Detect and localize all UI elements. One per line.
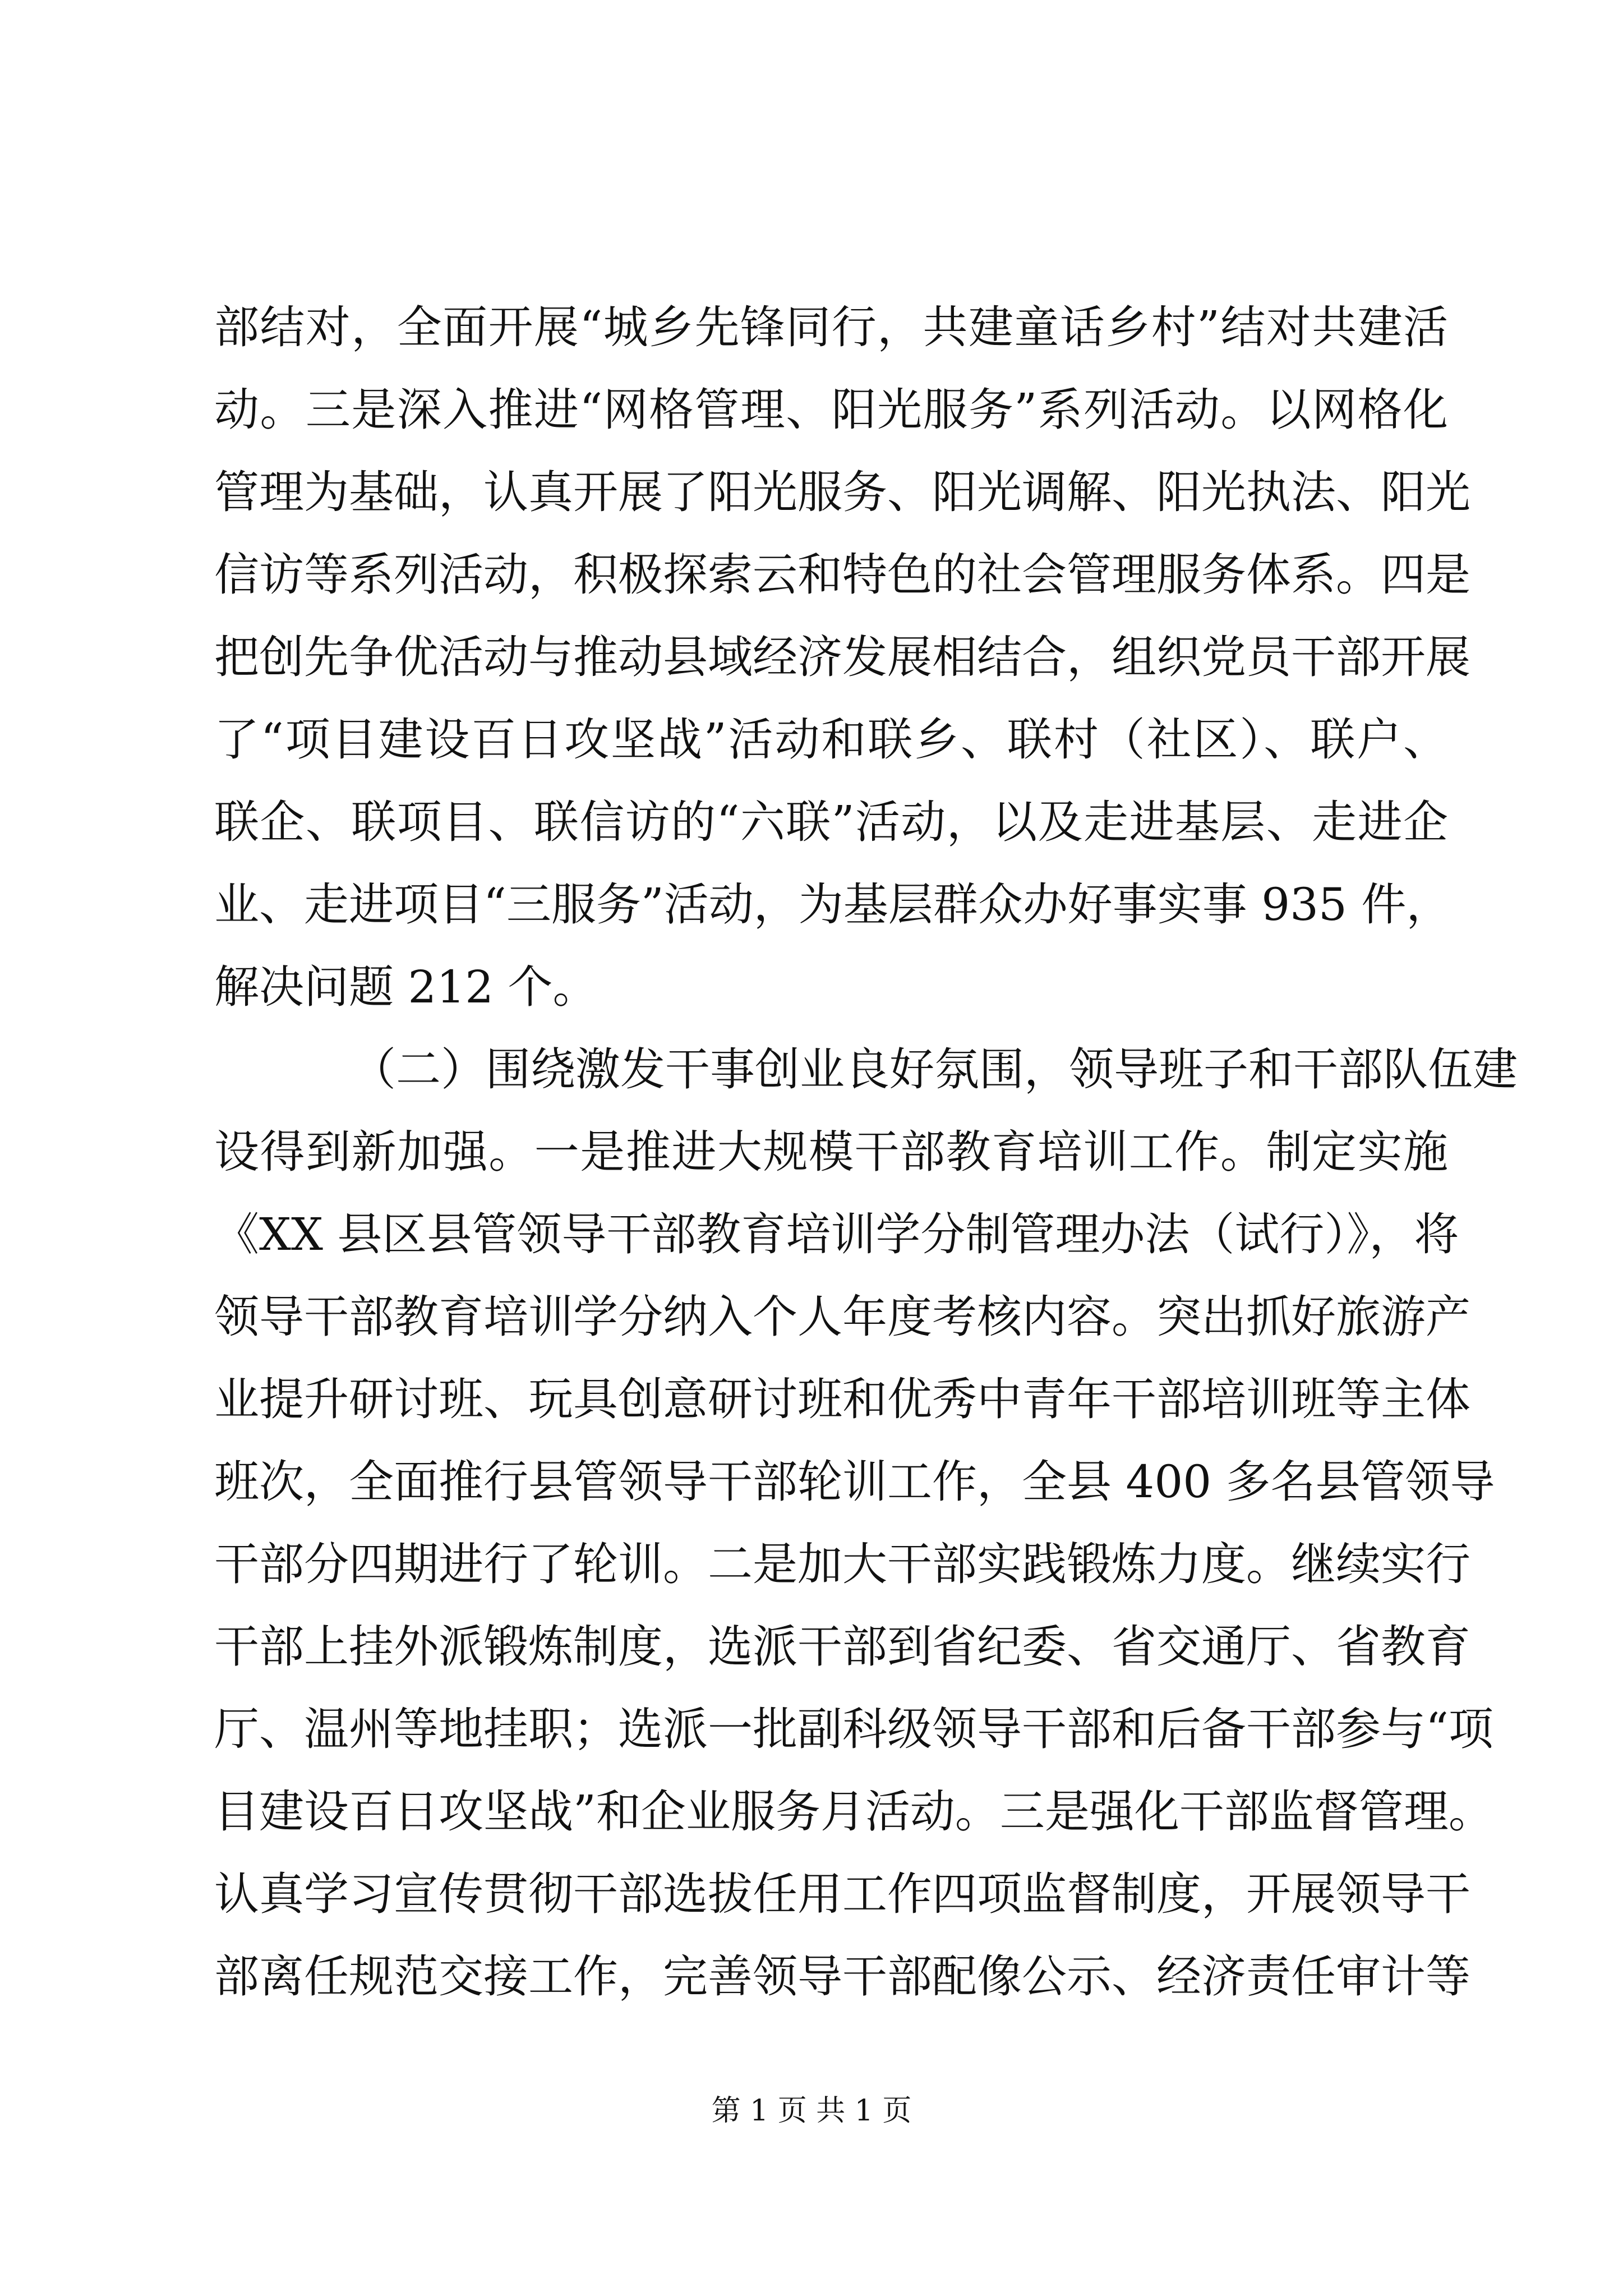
text-line-4: 信访等系列活动，积极探索云和特色的社会管理服务体系。四是	[214, 549, 1470, 601]
text-line-13: 领导干部教育培训学分纳入个人年度考核内容。突出抓好旅游产	[214, 1291, 1470, 1343]
body-text	[214, 286, 1518, 2018]
text-line-9: 解决问题 212 个。	[214, 961, 598, 1013]
page-footer: 第 1 页 共 1 页	[711, 2094, 912, 2128]
text-line-12: 《XX 县区县管领导干部教育培训学分制管理办法（试行）》，将	[214, 1208, 1459, 1260]
text-line-14: 业提升研讨班、玩具创意研讨班和优秀中青年干部培训班等主体	[214, 1373, 1470, 1425]
text-line-17: 干部上挂外派锻炼制度，选派干部到省纪委、省交通厅、省教育	[214, 1621, 1470, 1673]
text-line-20: 认真学习宣传贯彻干部选拔任用工作四项监督制度，开展领导干	[214, 1868, 1470, 1920]
text-line-1: 部结对，全面开展“城乡先锋同行，共建童话乡村”结对共建活	[214, 301, 1448, 353]
text-line-2: 动。三是深入推进“网格管理、阳光服务”系列活动。以网格化	[214, 384, 1448, 436]
section-heading-line: （二）围绕激发干事创业良好氛围，领导班子和干部队伍建	[351, 1043, 1518, 1096]
text-line-6: 了“项目建设百日攻坚战”活动和联乡、联村（社区）、联户、	[214, 714, 1448, 766]
text-line-11: 设得到新加强。一是推进大规模干部教育培训工作。制定实施	[214, 1126, 1448, 1178]
text-line-15: 班次，全面推行县管领导干部轮训工作，全县 400 多名县管领导	[214, 1456, 1495, 1508]
text-line-3: 管理为基础，认真开展了阳光服务、阳光调解、阳光执法、阳光	[214, 466, 1470, 518]
text-line-21: 部离任规范交接工作，完善领导干部配像公示、经济责任审计等	[214, 1950, 1470, 2003]
text-line-5: 把创先争优活动与推动县域经济发展相结合，组织党员干部开展	[214, 631, 1470, 683]
text-line-8: 业、走进项目“三服务”活动，为基层群众办好事实事 935 件，	[214, 878, 1451, 931]
text-line-18: 厅、温州等地挂职；选派一批副科级领导干部和后备干部参与“项	[214, 1703, 1493, 1755]
text-line-19: 目建设百日攻坚战”和企业服务月活动。三是强化干部监督管理。	[214, 1786, 1493, 1838]
text-line-16: 干部分四期进行了轮训。二是加大干部实践锻炼力度。继续实行	[214, 1538, 1470, 1590]
text-line-7: 联企、联项目、联信访的“六联”活动，以及走进基层、走进企	[214, 796, 1448, 848]
